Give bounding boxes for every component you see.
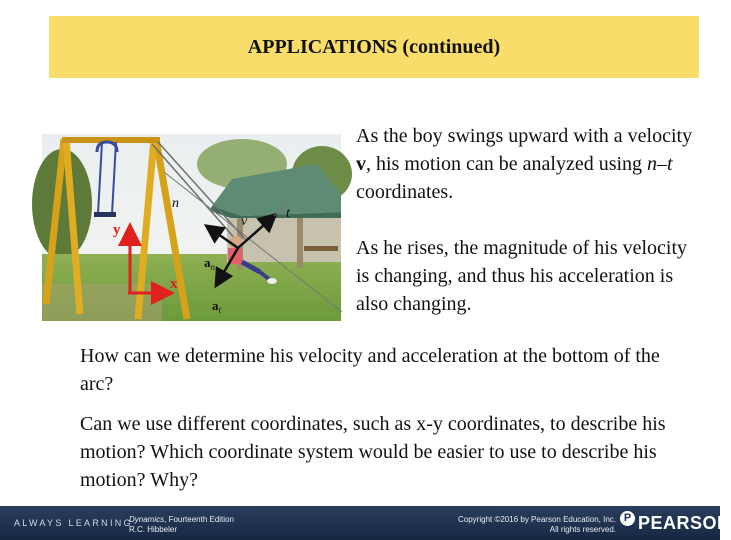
slide-title: APPLICATIONS (continued) <box>247 36 501 58</box>
copyright-line: Copyright ©2016 by Pearson Education, Inc. <box>458 515 616 524</box>
y-axis-label: y <box>113 222 121 238</box>
n-label: n <box>172 196 179 211</box>
nt-symbol: n–t <box>647 153 673 175</box>
t-label: t <box>286 206 290 221</box>
an-label: $a_n$ <box>204 255 215 272</box>
footer-bar <box>0 506 731 540</box>
paragraph-swing-velocity: As the boy swings upward with a velocity v, his motion can be analyzed using n–t coordinates. <box>356 125 693 203</box>
title-banner <box>49 16 699 78</box>
footer-book-info <box>129 515 234 535</box>
footer-brand: ALWAYS LEARNING <box>14 518 133 528</box>
footer-copyright <box>458 515 616 535</box>
v-label: v <box>241 214 248 229</box>
question-bottom-arc: How can we determine his velocity and acceleration at the bottom of the arc? <box>80 345 660 395</box>
footer-book-title: Dynamics <box>129 515 165 524</box>
paragraph-acceleration: As he rises, the magnitude of his velocity is changing, and thus his acceleration is also changing. <box>356 237 688 315</box>
at-label: $a_t$ <box>212 298 222 315</box>
velocity-symbol: v <box>356 153 366 175</box>
question-coordinates: Can we use different coordinates, such as x-y coordinates, to describe his motion? Which coordinate system would be easier to use to describe his motion? Why? <box>80 413 666 491</box>
picnic-table <box>304 246 338 251</box>
footer-author: R.C. Hibbeler <box>129 525 178 534</box>
publisher-name: PEARSON <box>638 513 731 533</box>
x-axis-label: x <box>170 276 178 292</box>
footer-book-edition: , Fourteenth Edition <box>164 515 234 524</box>
swing-seat <box>94 212 116 217</box>
pavilion-post <box>297 218 303 268</box>
rights-line: All rights reserved. <box>549 525 616 534</box>
pearson-logo-icon: P <box>620 511 635 526</box>
swing-photo <box>42 134 341 321</box>
